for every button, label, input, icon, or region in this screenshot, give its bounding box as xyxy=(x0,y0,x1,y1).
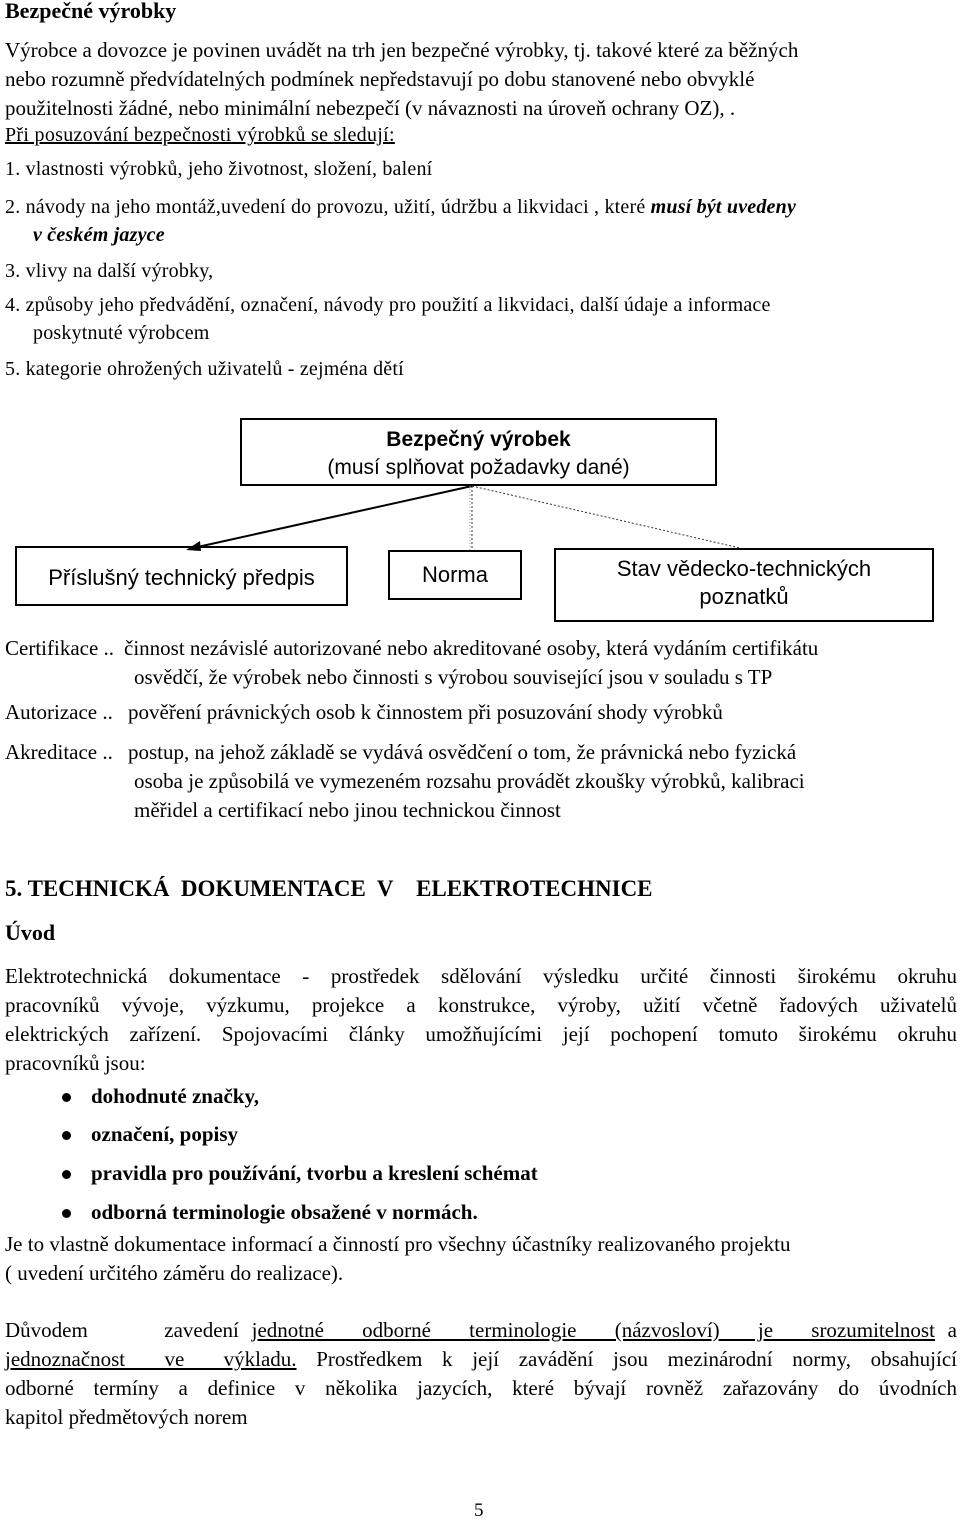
state-of-knowledge-line-1: Stav vědecko-technických xyxy=(616,556,872,581)
safe-product-title: Bezpečný výrobek xyxy=(386,428,571,451)
terminology-line-1 xyxy=(5,1316,957,1345)
section-title: Bezpečné výrobky xyxy=(5,0,177,23)
criteria-item-1: 1. vlastnosti výrobků, jeho životnost, složení, balení xyxy=(5,158,433,180)
intro-line-2: nebo rozumně předvídatelných podmínek nepředstavují po dobu stanovené nebo obvyklé xyxy=(5,67,755,91)
definition-text-accreditation-3: měřidel a certifikací nebo jinou technickou činnost xyxy=(134,798,561,822)
documentation-line-4: pracovníků jsou: xyxy=(5,1051,146,1075)
connector-right xyxy=(472,486,740,548)
terminology-line-4: kapitol předmětových norem xyxy=(5,1405,248,1429)
connector-left xyxy=(193,486,472,548)
definition-text-certification-1: činnost nezávislé autorizované nebo akreditované osoby, která vydáním certifikátu xyxy=(124,636,819,660)
definition-term-authorization: Autorizace .. xyxy=(5,700,113,724)
documentation-line-2: pracovníků vývoje, výzkumu, projekce a konstrukce, výroby, užití včetně řadových uživatelů xyxy=(5,993,957,1017)
criteria-item-2-emphasis: musí být uvedeny xyxy=(650,196,797,218)
documentation-paragraph xyxy=(5,962,957,1078)
criteria-item-2-text: 2. návody na jeho montáž,uvedení do provozu, užití, údržbu a likvidaci , které xyxy=(5,196,651,218)
list-item-text: pravidla pro používání, tvorbu a kreslení schémat xyxy=(91,1161,538,1185)
terminology-line-2 xyxy=(5,1345,957,1374)
list-item-text: dohodnuté značky, xyxy=(91,1084,260,1108)
terminology-line-2-rest: Prostředkem k její zavádění jsou mezinárodní normy, obsahující xyxy=(316,1347,958,1371)
definition-text-accreditation-2: osoba je způsobilá ve vymezeném rozsahu provádět zkoušky výrobků, kalibraci xyxy=(134,769,805,793)
terminology-line-1-start: Důvodem zavedení xyxy=(5,1318,239,1342)
criteria-item-5: 5. kategorie ohrožených uživatelů - zejména dětí xyxy=(5,358,404,380)
norm-box: Norma xyxy=(388,550,522,600)
intro-line-3: použitelnosti žádné, nebo minimální nebezpečí (v návaznosti na úroveň ochrany OZ), . xyxy=(5,96,736,120)
bullet-icon xyxy=(62,1170,71,1179)
terminology-line-1-end: a xyxy=(947,1318,957,1342)
project-line-1: Je to vlastně dokumentace informací a činností pro všechny účastníky realizovaného projektu xyxy=(5,1232,791,1256)
criteria-item-4: 4. způsoby jeho předvádění, označení, návody pro použití a likvidaci, další údaje a informace xyxy=(5,294,771,316)
safe-product-subtitle: (musí splňovat požadavky dané) xyxy=(327,456,630,479)
state-of-knowledge-box xyxy=(554,548,934,622)
chapter-title: 5. TECHNICKÁ DOKUMENTACE V ELEKTROTECHNICE xyxy=(5,876,653,901)
criteria-item-4-continuation: poskytnuté výrobcem xyxy=(33,322,210,344)
documentation-line-3: elektrických zařízení. Spojovacími články umožňujícími její pochopení tomuto širokému okruhu xyxy=(5,1022,957,1046)
project-line-2: ( uvedení určitého záměru do realizace). xyxy=(5,1261,344,1285)
definition-text-certification-2: osvědčí, že výrobek nebo činnosti s výrobou související jsou v souladu s TP xyxy=(134,665,773,689)
list-item-text: odborná terminologie obsažené v normách. xyxy=(91,1200,478,1224)
state-of-knowledge-line-2: poznatků xyxy=(699,584,789,609)
definition-text-accreditation-1: postup, na jehož základě se vydává osvědčení o tom, že právnická nebo fyzická xyxy=(128,740,797,764)
subheading-intro: Úvod xyxy=(5,920,56,945)
page-number: 5 xyxy=(474,1500,484,1521)
list-item-text: označení, popisy xyxy=(91,1122,239,1146)
terminology-line-3: odborné termíny a definice v několika jazycích, které bývají rovněž zařazovány do úvodních xyxy=(5,1376,957,1400)
documentation-line-1: Elektrotechnická dokumentace - prostředek sdělování výsledku určité činnosti širokému okruhu xyxy=(5,964,957,988)
intro-line-1: Výrobce a dovozce je povinen uvádět na trh jen bezpečné výrobky, tj. takové které za běžných xyxy=(5,38,799,62)
criteria-item-3: 3. vlivy na další výrobky, xyxy=(5,260,214,282)
assessment-heading: Při posuzování bezpečnosti výrobků se sledují: xyxy=(5,124,395,146)
technical-regulation-box: Příslušný technický předpis xyxy=(15,546,348,606)
definition-term-certification: Certifikace .. xyxy=(5,636,115,660)
terminology-paragraph xyxy=(5,1316,957,1432)
terminology-line-1-underlined: jednotné odborné terminologie (názvosloví) je srozumitelnost xyxy=(251,1318,935,1342)
bullet-icon xyxy=(62,1209,71,1218)
terminology-line-2-underlined: jednoznačnost ve výkladu. xyxy=(5,1347,297,1371)
safe-product-box xyxy=(240,418,717,486)
project-paragraph xyxy=(5,1230,957,1288)
definition-text-authorization: pověření právnických osob k činnostem při posuzování shody výrobků xyxy=(128,700,723,724)
definition-term-accreditation: Akreditace .. xyxy=(5,740,113,764)
criteria-item-2-continuation: v českém jazyce xyxy=(33,224,165,246)
bullet-icon xyxy=(62,1093,71,1102)
bullet-icon xyxy=(62,1131,71,1140)
